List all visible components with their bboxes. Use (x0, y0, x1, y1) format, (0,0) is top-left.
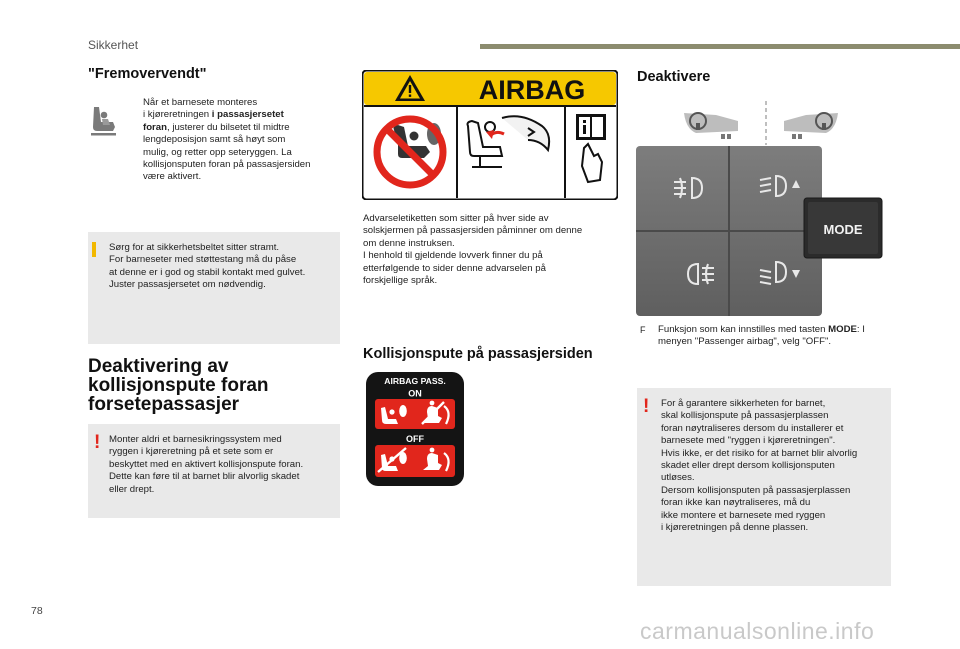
child-seat-icon (88, 104, 118, 138)
info-text: Sørg for at sikkerhetsbeltet sitter stramt. For barneseter med støttestang må du påse at denne er i god og stabil kontakt med gulvet. Juster passasjersetet om nødvendig. (109, 242, 306, 291)
front-facing-text: Når et barnesete monteres i kjøreretningen i passasjersetet foran, justerer du bilsetet til midtre lengdeposisjon samt så høyt som mulig, og retter opp seteryggen. La kollisjonsputen foran på passasjersiden være aktivert. (143, 97, 311, 183)
mode-step: F Funksjon som kan innstilles med tasten MODE: I menyen "Passenger airbag", velg "OFF". (640, 324, 865, 348)
airbag-label-title: AIRBAG (478, 75, 586, 105)
info-mark-icon (92, 242, 96, 257)
deactivation-title: Deaktivering av kollisjonspute foran forsetepassasjer (88, 356, 269, 415)
warning-box-neutralize (637, 388, 891, 586)
step-bullet: F (640, 325, 646, 335)
warning-text-neutralize: For å garantere sikkerheten for barnet, skal kollisjonspute på passasjerplassen foran nøytraliseres dersom du installerer et barnesete med "ryggen i kjøreretningen". Hvis ikke, er det risiko for at barnet blir alvorlig skadet eller drept dersom kollisjonsputen utløses. Dersom kollisjonsputen på passasjerplassen foran ikke kan nøytraliseres, må du ikke montere et barnesete med ryggen i kjøreretningen på denne plassen. (661, 398, 858, 534)
warning-text-rearward: Monter aldri et barnesikringssystem med ryggen i kjøreretning på et sete som er beskyttet med en aktivert kollisjonspute foran. Dette kan føre til at barnet blir alvorlig skadet eller drept. (109, 434, 304, 495)
page-number: 78 (31, 605, 43, 617)
info-box (88, 232, 340, 344)
indicator-off-label: OFF (406, 434, 424, 444)
section-label: Sikkerhet (88, 38, 139, 52)
mode-button-label: MODE (823, 222, 863, 237)
label-description: Advarseletiketten som sitter på hver side av solskjermen på passasjersiden påminner om denne om denne instruksen. I henhold til gjeldende lovverk finner du på etterfølgende to sider denne advarselen på forskjellige språk. (363, 213, 583, 287)
vehicle-position-icons (636, 101, 854, 145)
warning-mark-icon: ! (94, 432, 101, 453)
deactivate-title: Deaktivere (637, 69, 711, 85)
airbag-pass-indicator (366, 372, 464, 486)
indicator-title: AIRBAG PASS. (384, 376, 446, 386)
steering-wheel-icon (784, 113, 838, 139)
header-bar (480, 44, 960, 49)
mode-button-panel (636, 146, 884, 316)
indicator-on-label: ON (408, 388, 422, 399)
front-facing-title: "Fremovervendt" (88, 66, 207, 82)
watermark: carmanualsonline.info (640, 618, 875, 644)
warning-box-rearward (88, 424, 340, 518)
passenger-airbag-title: Kollisjonspute på passasjersiden (363, 346, 593, 362)
steering-wheel-icon (684, 113, 738, 139)
airbag-warning-label (362, 70, 618, 200)
warning-mark-icon: ! (643, 396, 650, 417)
